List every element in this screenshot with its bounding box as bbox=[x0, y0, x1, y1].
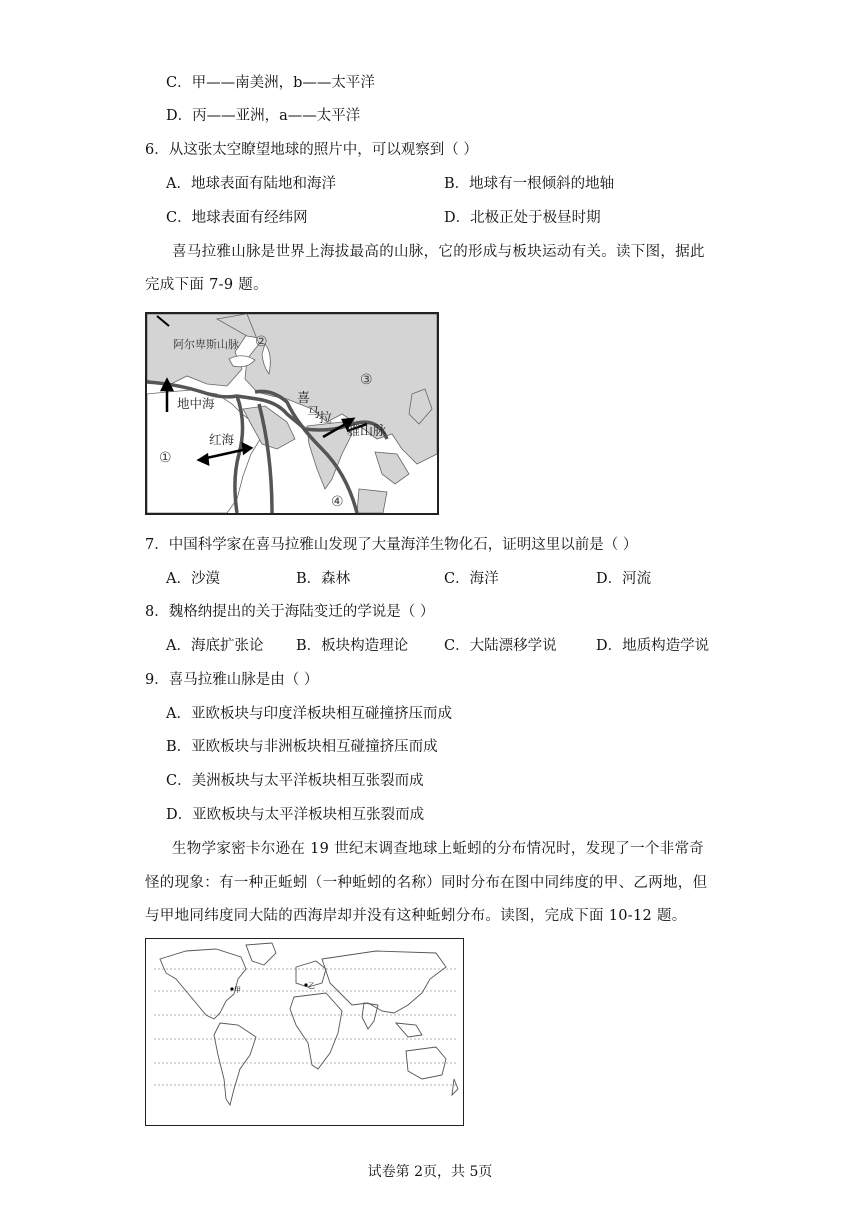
q5-option-c: C．甲——南美洲，b——太平洋 bbox=[166, 75, 375, 91]
world-earthworm-map bbox=[145, 938, 464, 1126]
q7-option-c: C．海洋 bbox=[444, 571, 499, 587]
q6-option-b: B．地球有一根倾斜的地轴 bbox=[444, 176, 615, 192]
himalaya-plate-map bbox=[145, 312, 439, 515]
q5-option-d: D．丙——亚洲，a——太平洋 bbox=[166, 108, 361, 124]
circle-label-2: ② bbox=[255, 334, 268, 350]
label-himalaya-2: 马 bbox=[307, 406, 321, 421]
label-yi: 乙 bbox=[308, 982, 315, 990]
q6-option-c: C．地球表面有经纬网 bbox=[166, 210, 308, 226]
q9-option-a: A．亚欧板块与印度洋板块相互碰撞挤压而成 bbox=[166, 706, 452, 722]
q6-stem: 6．从这张太空瞭望地球的照片中，可以观察到（ ） bbox=[145, 142, 478, 158]
intro-10-12-line2: 怪的现象：有一种正蚯蚓（一种蚯蚓的名称）同时分布在图中同纬度的甲、乙两地，但 bbox=[145, 875, 708, 891]
intro-10-12-line1: 生物学家密卡尔逊在 19 世纪末调查地球上蚯蚓的分布情况时，发现了一个非常奇 bbox=[172, 841, 705, 857]
circle-label-3: ③ bbox=[360, 372, 373, 388]
intro-10-12-line3: 与甲地同纬度同大陆的西海岸却并没有这种蚯蚓分布。读图，完成下面 10-12 题。 bbox=[145, 908, 687, 924]
q7-option-d: D．河流 bbox=[596, 571, 652, 587]
label-himalaya-3: 拉 bbox=[319, 411, 333, 426]
q8-option-b: B．板块构造理论 bbox=[296, 638, 409, 654]
label-himalaya-4: 雅山脉 bbox=[347, 424, 387, 439]
q9-option-c: C．美洲板块与太平洋板块相互张裂而成 bbox=[166, 773, 424, 789]
label-red-sea: 红海 bbox=[209, 432, 235, 447]
circle-label-1: ① bbox=[159, 450, 172, 466]
q9-option-b: B．亚欧板块与非洲板块相互碰撞挤压而成 bbox=[166, 739, 438, 755]
q7-option-a: A．沙漠 bbox=[166, 571, 220, 587]
q8-stem: 8．魏格纳提出的关于海陆变迁的学说是（ ） bbox=[145, 604, 435, 620]
q8-option-c: C．大陆漂移学说 bbox=[444, 638, 557, 654]
q8-option-d: D．地质构造学说 bbox=[596, 638, 710, 654]
q6-option-d: D．北极正处于极昼时期 bbox=[444, 210, 601, 226]
q9-stem: 9．喜马拉雅山脉是由（ ） bbox=[145, 672, 319, 688]
intro-7-9-line2: 完成下面 7-9 题。 bbox=[145, 277, 268, 293]
label-alps: 阿尔卑斯山脉 bbox=[173, 338, 239, 351]
page-footer: 试卷第 2页，共 5页 bbox=[367, 1164, 493, 1180]
q7-stem: 7．中国科学家在喜马拉雅山发现了大量海洋生物化石，证明这里以前是（ ） bbox=[145, 537, 638, 553]
label-mediterranean: 地中海 bbox=[177, 396, 215, 411]
intro-7-9-line1: 喜马拉雅山脉是世界上海拔最高的山脉，它的形成与板块运动有关。读下图，据此 bbox=[172, 244, 705, 260]
label-jia: 甲 bbox=[234, 986, 241, 994]
label-himalaya-1: 喜 bbox=[297, 391, 311, 406]
q6-option-a: A．地球表面有陆地和海洋 bbox=[166, 176, 336, 192]
q8-option-a: A．海底扩张论 bbox=[166, 638, 264, 654]
circle-label-4: ④ bbox=[331, 494, 344, 510]
q9-option-d: D．亚欧板块与太平洋板块相互张裂而成 bbox=[166, 807, 425, 823]
q7-option-b: B．森林 bbox=[296, 571, 351, 587]
